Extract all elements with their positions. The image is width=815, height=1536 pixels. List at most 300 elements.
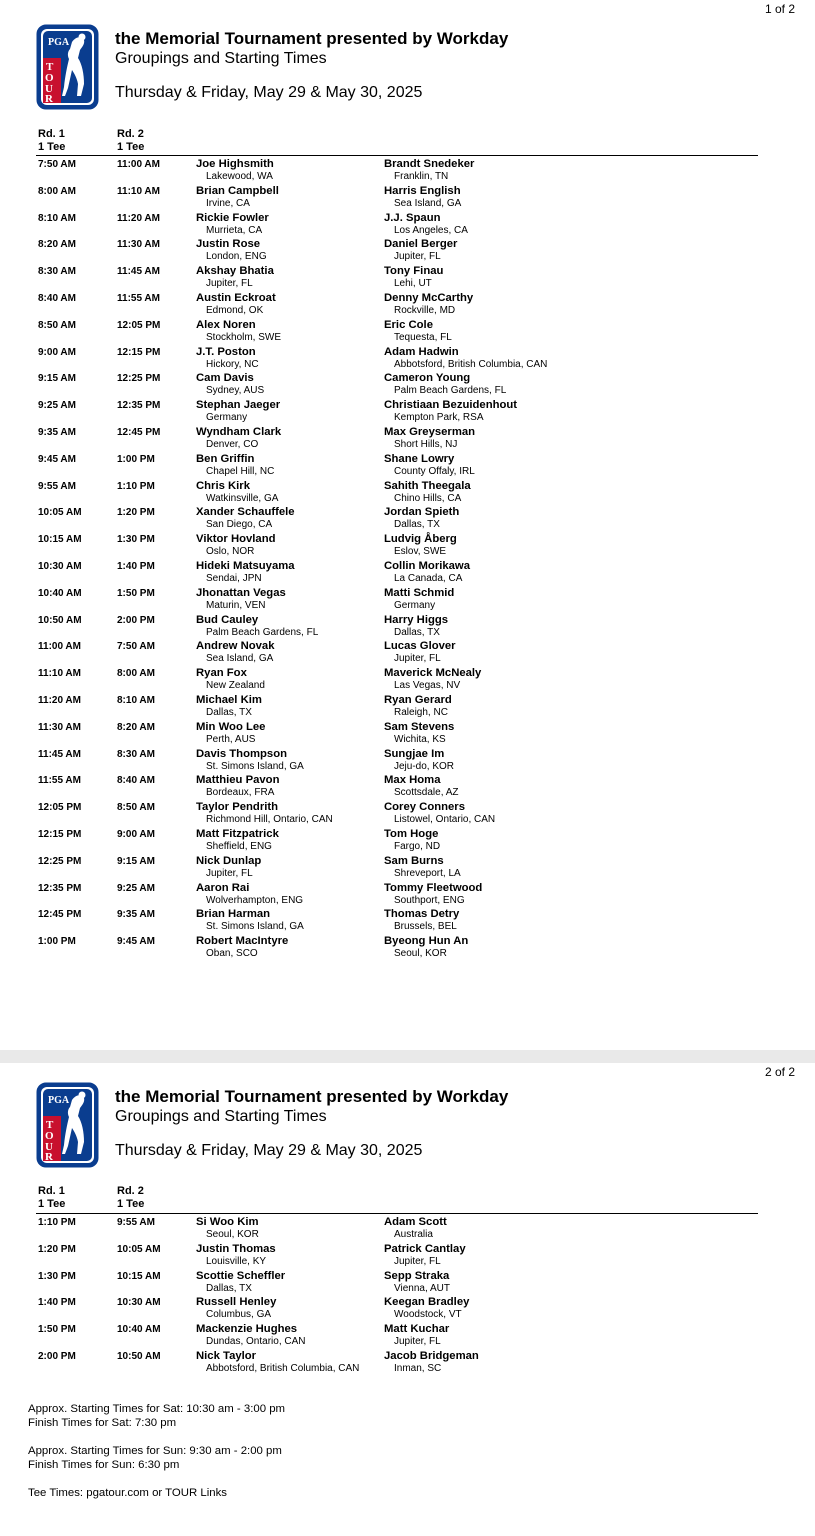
rd2-tee-time: 11:45 AM [117,266,160,278]
player-name: Brian Campbell [196,184,279,197]
player-name: Keegan Bradley [384,1296,470,1309]
grouping-row [0,1270,815,1297]
player-name: Matt Fitzpatrick [196,827,279,840]
rd2-tee-time: 1:50 PM [117,587,155,599]
player-hometown: Eslov, SWE [394,546,447,558]
player-name: Joe Highsmith [196,158,274,170]
player-name: Rickie Fowler [196,211,269,224]
player-hometown: Sea Island, GA [394,197,462,209]
rd1-tee-time: 11:55 AM [38,775,81,787]
player-2 [384,935,468,960]
player-name: Patrick Cantlay [384,1242,466,1255]
player-hometown: Southport, ENG [394,894,465,906]
player-2 [384,158,474,183]
player-hometown: Chapel Hill, NC [206,465,275,477]
rd2-tee-time: 2:00 PM [117,614,155,626]
grouping-row [0,667,815,694]
player-name: Wyndham Clark [196,425,282,438]
rd2-tee-time: 11:00 AM [117,159,160,170]
grouping-row [0,882,815,909]
player-name: Xander Schauffele [196,506,295,519]
grouping-row [0,748,815,775]
player-name: Ludvig Åberg [384,533,457,546]
player-name: Sahith Theegala [384,479,471,492]
rd2-column-header [117,128,144,154]
rd2-tee-time: 10:40 AM [117,1324,161,1336]
player-name: Corey Conners [384,801,465,814]
player-1 [196,346,259,371]
player-hometown: Dundas, Ontario, CAN [206,1336,306,1348]
player-name: J.T. Poston [196,345,256,358]
player-hometown: Irvine, CA [206,197,250,209]
grouping-row [0,935,815,962]
player-2 [384,292,473,317]
sun-start-note: Approx. Starting Times for Sun: 9:30 am - 2:00 pm [28,1445,282,1457]
player-name: Matt Kuchar [384,1323,450,1336]
rd2-tee-time: 9:35 AM [117,909,155,921]
player-2 [384,372,506,397]
header-rule [36,155,758,156]
rd2-tee-time: 9:45 AM [117,936,155,948]
groupings-list [0,1216,815,1377]
player-name: Matthieu Pavon [196,774,280,787]
player-name: Jacob Bridgeman [384,1349,479,1362]
player-name: Brian Harman [196,908,271,921]
rd1-tee-time: 12:35 PM [38,882,82,894]
player-hometown: Australia [394,1229,433,1240]
rd1-tee-time: 7:50 AM [38,159,76,170]
player-hometown: Murrieta, CA [206,224,263,236]
player-hometown: Jupiter, FL [394,251,441,263]
grouping-row [0,265,815,292]
player-2 [384,1296,469,1321]
rd1-tee-label: 1 Tee [38,141,66,153]
rd1-tee-time: 1:10 PM [38,1217,76,1228]
rd2-tee-time: 12:45 PM [117,426,161,438]
player-hometown: Maturin, VEN [206,599,266,611]
player-hometown: Abbotsford, British Columbia, CAN [206,1362,360,1374]
player-name: Scottie Scheffler [196,1269,286,1282]
player-name: Hideki Matsuyama [196,559,295,572]
player-hometown: Short Hills, NJ [394,438,458,450]
rd1-tee-time: 8:00 AM [38,185,76,197]
rd1-tee-time: 1:20 PM [38,1243,76,1255]
grouping-row [0,453,815,480]
player-name: Byeong Hun An [384,935,469,948]
svg-text:PGA: PGA [48,1095,70,1106]
rd2-tee-time: 10:30 AM [117,1297,161,1309]
player-hometown: Lehi, UT [394,278,432,290]
player-hometown: London, ENG [206,251,267,263]
player-2 [384,908,459,933]
player-1 [196,801,333,826]
player-name: Ryan Fox [196,667,247,680]
player-1 [196,292,276,317]
player-2 [384,694,452,719]
player-hometown: Germany [394,599,436,611]
tee-times-note: Tee Times: pgatour.com or TOUR Links [28,1487,227,1499]
svg-text:T: T [46,1119,54,1131]
player-hometown: Oslo, NOR [206,546,255,558]
rd1-column-header [38,1185,65,1211]
player-name: Shane Lowry [384,452,455,465]
player-name: Thomas Detry [384,908,460,921]
player-1 [196,426,281,451]
player-name: Davis Thompson [196,747,288,760]
player-hometown: Louisville, KY [206,1255,267,1267]
grouping-row [0,292,815,319]
player-1 [196,212,269,237]
player-1 [196,935,288,960]
grouping-row [0,855,815,882]
player-name: Matti Schmid [384,586,455,599]
rd2-tee-time: 8:40 AM [117,775,155,787]
player-2 [384,1270,450,1295]
player-2 [384,1323,449,1348]
player-2 [384,453,475,478]
player-hometown: Franklin, TN [394,171,449,182]
player-name: Ryan Gerard [384,693,452,706]
player-name: J.J. Spaun [384,211,441,224]
rd2-tee-time: 11:20 AM [117,212,160,224]
player-1 [196,882,303,907]
player-name: Si Woo Kim [196,1216,259,1228]
player-name: Russell Henley [196,1296,277,1309]
player-hometown: County Offaly, IRL [394,465,475,477]
rd2-tee-time: 9:15 AM [117,855,155,867]
player-1 [196,587,286,612]
player-hometown: Fargo, ND [394,840,441,852]
document-header [115,29,508,103]
rd2-tee-label: 1 Tee [117,1198,145,1210]
svg-text:O: O [45,72,54,84]
player-hometown: Jupiter, FL [206,278,253,290]
player-name: Alex Noren [196,318,256,331]
rd2-tee-time: 12:35 PM [117,400,161,412]
player-name: Collin Morikawa [384,559,470,572]
player-1 [196,908,304,933]
grouping-row [0,801,815,828]
player-hometown: New Zealand [206,680,265,692]
player-hometown: Listowel, Ontario, CAN [394,814,496,826]
player-2 [384,1216,447,1241]
rd1-tee-time: 9:00 AM [38,346,76,358]
rd2-tee-time: 10:05 AM [117,1243,161,1255]
player-name: Eric Cole [384,318,433,331]
player-2 [384,185,461,210]
header-rule [36,1213,758,1214]
rd1-tee-time: 9:15 AM [38,373,76,385]
player-2 [384,748,454,773]
player-2 [384,614,448,639]
player-2 [384,801,495,826]
player-name: Stephan Jaeger [196,399,281,412]
rd2-tee-time: 8:10 AM [117,694,155,706]
player-1 [196,1296,276,1321]
svg-text:PGA: PGA [48,37,70,48]
rd2-tee-time: 1:00 PM [117,453,155,465]
page-number: 2 of 2 [764,1065,795,1079]
player-name: Cam Davis [196,372,254,385]
player-hometown: Inman, SC [394,1362,442,1374]
document-page-2 [0,1063,815,1536]
player-1 [196,748,304,773]
player-name: Justin Thomas [196,1242,276,1255]
svg-text:T: T [46,61,54,73]
player-name: Max Homa [384,774,441,787]
player-hometown: Jupiter, FL [394,653,441,665]
player-1 [196,158,274,183]
player-2 [384,238,457,263]
document-header [115,1087,508,1161]
player-hometown: Palm Beach Gardens, FL [394,385,507,397]
player-hometown: Palm Beach Gardens, FL [206,626,319,638]
player-name: Nick Dunlap [196,854,262,867]
rd1-tee-time: 1:50 PM [38,1324,76,1336]
rd2-label: Rd. 2 [117,128,144,140]
rd1-label: Rd. 1 [38,128,65,140]
rd2-tee-time: 1:10 PM [117,480,155,492]
svg-text:R: R [45,1151,53,1163]
player-name: Sungjae Im [384,747,445,760]
player-1 [196,1270,285,1295]
player-name: Christiaan Bezuidenhout [384,399,518,412]
player-name: Adam Hadwin [384,345,459,358]
player-1 [196,614,318,639]
rd1-tee-time: 11:45 AM [38,748,81,760]
grouping-row [0,372,815,399]
player-hometown: La Canada, CA [394,572,463,584]
player-2 [384,346,547,371]
rd2-tee-time: 12:15 PM [117,346,161,358]
rd1-tee-time: 10:05 AM [38,507,82,519]
grouping-row [0,560,815,587]
rd1-tee-time: 11:10 AM [38,668,81,680]
player-2 [384,882,482,907]
rd2-column-header [117,1185,144,1211]
player-hometown: Watkinsville, GA [206,492,279,504]
rd1-tee-label: 1 Tee [38,1198,66,1210]
rd1-tee-time: 8:30 AM [38,266,76,278]
rd2-tee-time: 8:20 AM [117,721,155,733]
player-2 [384,506,459,531]
player-hometown: Sydney, AUS [206,385,265,397]
player-hometown: Chino Hills, CA [394,492,462,504]
player-name: Jhonattan Vegas [196,586,286,599]
sat-start-note: Approx. Starting Times for Sat: 10:30 am - 3:00 pm [28,1403,286,1415]
player-1 [196,694,262,719]
player-hometown: Oban, SCO [206,948,258,960]
player-1 [196,1350,359,1375]
rd1-tee-time: 10:50 AM [38,614,82,626]
grouping-row [0,1323,815,1350]
rd1-tee-time: 12:45 PM [38,909,82,921]
player-name: Viktor Hovland [196,533,276,546]
player-1 [196,265,274,290]
grouping-row [0,721,815,748]
player-2 [384,399,517,424]
player-2 [384,533,457,558]
player-1 [196,560,295,585]
player-2 [384,426,475,451]
player-1 [196,774,279,799]
grouping-row [0,319,815,346]
player-name: Tony Finau [384,265,444,278]
player-hometown: Abbotsford, British Columbia, CAN [394,358,548,370]
rd1-tee-time: 10:30 AM [38,560,82,572]
player-hometown: Sheffield, ENG [206,840,272,852]
player-2 [384,560,470,585]
grouping-row [0,828,815,855]
player-1 [196,1323,306,1348]
player-2 [384,1350,479,1375]
rd2-tee-time: 10:15 AM [117,1270,161,1282]
player-1 [196,238,267,263]
player-hometown: Shreveport, LA [394,867,461,879]
player-hometown: Jeju-do, KOR [394,760,455,772]
player-name: Jordan Spieth [384,506,460,519]
player-hometown: Sea Island, GA [206,653,274,665]
grouping-row [0,1350,815,1377]
grouping-row [0,774,815,801]
player-name: Brandt Snedeker [384,158,475,170]
player-2 [384,319,452,344]
player-hometown: Tequesta, FL [394,331,452,343]
player-name: Robert MacIntyre [196,935,289,948]
player-hometown: Perth, AUS [206,733,256,745]
player-name: Max Greyserman [384,425,476,438]
player-name: Maverick McNealy [384,667,482,680]
player-name: Andrew Novak [196,640,275,653]
player-name: Lucas Glover [384,640,456,653]
player-name: Harry Higgs [384,613,449,626]
player-name: Nick Taylor [196,1349,257,1362]
player-1 [196,1243,276,1268]
round-dates: Thursday & Friday, May 29 & May 30, 2025 [115,1142,423,1159]
sat-finish-note: Finish Times for Sat: 7:30 pm [28,1417,177,1429]
rd2-tee-time: 12:25 PM [117,373,161,385]
player-hometown: Raleigh, NC [394,706,448,718]
rd1-tee-time: 8:50 AM [38,319,76,331]
player-hometown: Scottsdale, AZ [394,787,459,799]
svg-text:R: R [45,93,53,105]
grouping-row [0,640,815,667]
player-1 [196,828,279,853]
player-name: Aaron Rai [196,881,250,894]
player-hometown: Germany [206,412,248,424]
player-hometown: Denver, CO [206,438,259,450]
player-hometown: Brussels, BEL [394,921,457,933]
player-name: Taylor Pendrith [196,801,279,814]
rd1-tee-time: 8:40 AM [38,292,76,304]
player-name: Austin Eckroat [196,291,276,304]
player-1 [196,480,278,505]
rd1-tee-time: 1:00 PM [38,936,76,948]
player-2 [384,774,458,799]
player-1 [196,640,274,665]
grouping-row [0,426,815,453]
rd1-tee-time: 10:15 AM [38,534,82,546]
player-name: Chris Kirk [196,479,250,492]
player-name: Akshay Bhatia [196,265,274,278]
player-1 [196,319,281,344]
player-name: Bud Cauley [196,613,259,626]
player-hometown: Seoul, KOR [394,948,447,960]
player-name: Denny McCarthy [384,291,474,304]
player-hometown: Kempton Park, RSA [394,412,484,424]
player-2 [384,721,454,746]
rd1-tee-time: 9:55 AM [38,480,76,492]
document-subtitle: Groupings and Starting Times [115,50,327,67]
player-2 [384,667,481,692]
rd1-tee-time: 1:40 PM [38,1297,76,1309]
rd1-tee-time: 11:00 AM [38,641,81,653]
grouping-row [0,694,815,721]
rd1-tee-time: 12:15 PM [38,828,82,840]
player-2 [384,212,468,237]
player-1 [196,1216,259,1241]
grouping-row [0,158,815,185]
player-name: Ben Griffin [196,452,255,465]
svg-text:U: U [45,1141,53,1153]
player-name: Sam Burns [384,854,444,867]
rd2-label: Rd. 2 [117,1185,144,1197]
pga-tour-logo [36,1082,99,1168]
rd1-tee-time: 8:20 AM [38,239,76,251]
player-hometown: Jupiter, FL [394,1255,441,1267]
player-name: Cameron Young [384,372,471,385]
grouping-row [0,506,815,533]
player-1 [196,721,265,746]
player-name: Tommy Fleetwood [384,881,483,894]
round-dates: Thursday & Friday, May 29 & May 30, 2025 [115,84,423,101]
rd2-tee-time: 8:00 AM [117,668,155,680]
grouping-row [0,1243,815,1270]
rd2-tee-time: 9:55 AM [117,1217,155,1228]
player-name: Mackenzie Hughes [196,1323,298,1336]
player-hometown: Sendai, JPN [206,572,262,584]
player-hometown: San Diego, CA [206,519,273,531]
player-2 [384,480,471,505]
grouping-row [0,614,815,641]
document-subtitle: Groupings and Starting Times [115,1108,327,1125]
player-name: Daniel Berger [384,238,458,251]
player-name: Tom Hoge [384,827,439,840]
player-1 [196,372,264,397]
rd2-tee-time: 10:50 AM [117,1350,161,1362]
rd2-tee-time: 8:50 AM [117,802,155,814]
player-hometown: Edmond, OK [206,304,264,316]
player-hometown: Dallas, TX [206,706,252,718]
player-2 [384,828,440,853]
schedule-notes [28,1402,285,1500]
rd1-tee-time: 9:45 AM [38,453,76,465]
grouping-row [0,908,815,935]
rd2-tee-time: 12:05 PM [117,319,161,331]
player-2 [384,1243,466,1268]
rd2-tee-label: 1 Tee [117,141,145,153]
player-2 [384,855,461,880]
player-hometown: Woodstock, VT [394,1309,462,1321]
grouping-row [0,399,815,426]
rd1-label: Rd. 1 [38,1185,65,1197]
rd2-tee-time: 7:50 AM [117,641,155,653]
player-name: Justin Rose [196,238,261,251]
player-hometown: Jupiter, FL [394,1336,441,1348]
player-1 [196,453,274,478]
player-name: Adam Scott [384,1216,447,1228]
tournament-title: the Memorial Tournament presented by Workday [115,29,509,48]
